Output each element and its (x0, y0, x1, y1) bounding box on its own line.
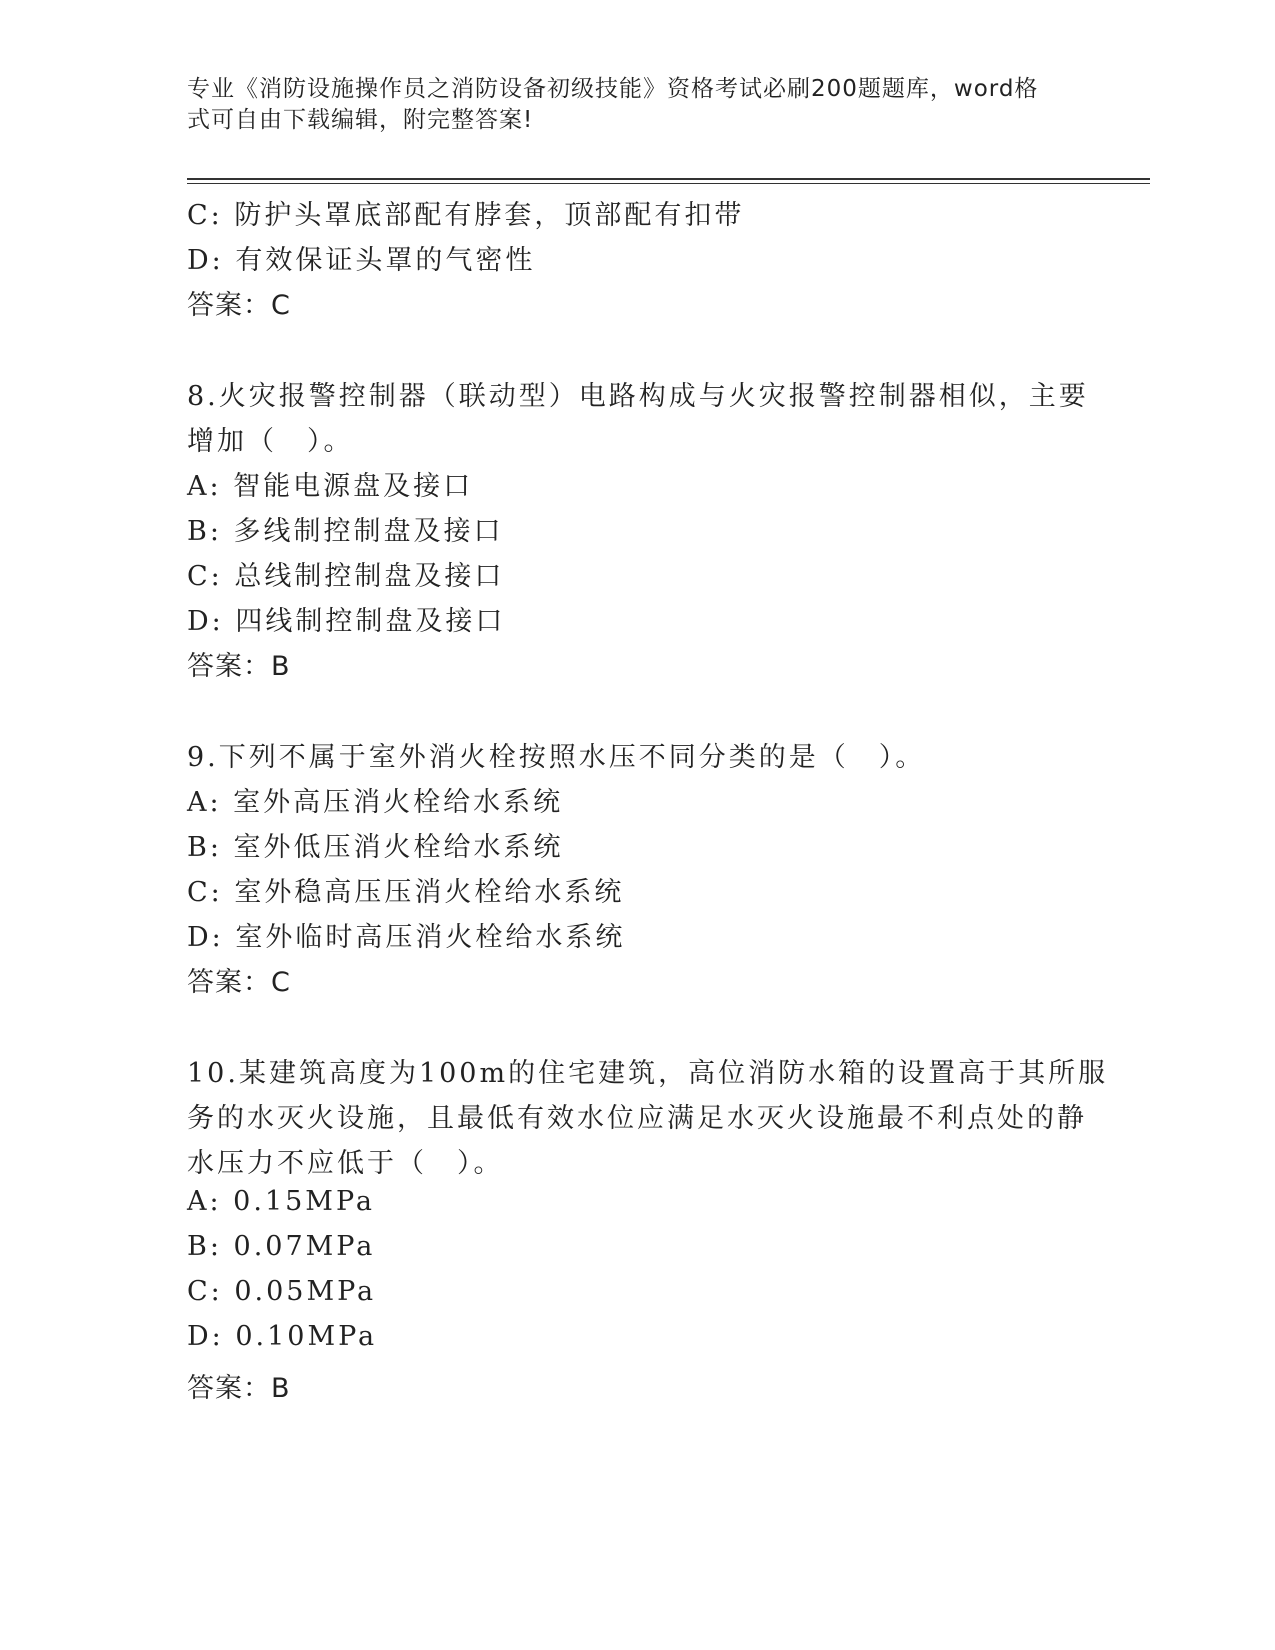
q10-stem-line-2: 务的水灭火设施，且最低有效水位应满足水灭火设施最不利点处的静 (187, 1103, 1087, 1134)
q8-stem-line-2: 增加（ ）。 (187, 426, 354, 457)
q7-option-d: D: 有效保证头罩的气密性 (187, 245, 536, 276)
q8-option-d: D: 四线制控制盘及接口 (187, 606, 506, 637)
q9-option-c: C: 室外稳高压压消火栓给水系统 (187, 877, 625, 908)
q9-option-b: B: 室外低压消火栓给水系统 (187, 832, 564, 863)
q8-stem-line-1: 8.火灾报警控制器（联动型）电路构成与火灾报警控制器相似，主要 (187, 381, 1089, 412)
header-line-2: 式可自由下载编辑，附完整答案! (187, 107, 534, 133)
q7-option-c: C: 防护头罩底部配有脖套，顶部配有扣带 (187, 200, 745, 231)
q8-option-b: B: 多线制控制盘及接口 (187, 516, 504, 547)
q9-stem-line-1: 9.下列不属于室外消火栓按照水压不同分类的是（ ）。 (187, 742, 926, 773)
q8-answer: 答案：B (187, 651, 291, 682)
q10-stem-line-3: 水压力不应低于（ ）。 (187, 1148, 504, 1179)
q8-option-c: C: 总线制控制盘及接口 (187, 561, 505, 592)
q10-option-b: B: 0.07MPa (187, 1231, 376, 1262)
header-divider-thin (187, 183, 1150, 184)
q8-option-a: A: 智能电源盘及接口 (187, 471, 474, 502)
page-header (187, 74, 1067, 136)
q10-stem-line-1: 10.某建筑高度为100m的住宅建筑，高位消防水箱的设置高于其所服 (187, 1058, 1109, 1089)
header-line-1: 专业《消防设施操作员之消防设备初级技能》资格考试必刷200题题库，word格 (187, 76, 1039, 102)
q10-option-c: C: 0.05MPa (187, 1276, 377, 1307)
header-divider-thick (187, 178, 1150, 180)
q9-option-d: D: 室外临时高压消火栓给水系统 (187, 922, 626, 953)
q10-option-a: A: 0.15MPa (187, 1186, 375, 1217)
q7-answer: 答案：C (187, 290, 291, 321)
q9-option-a: A: 室外高压消火栓给水系统 (187, 787, 564, 818)
q10-option-d: D: 0.10MPa (187, 1321, 378, 1352)
q9-answer: 答案：C (187, 967, 291, 998)
q10-answer: 答案：B (187, 1373, 291, 1404)
